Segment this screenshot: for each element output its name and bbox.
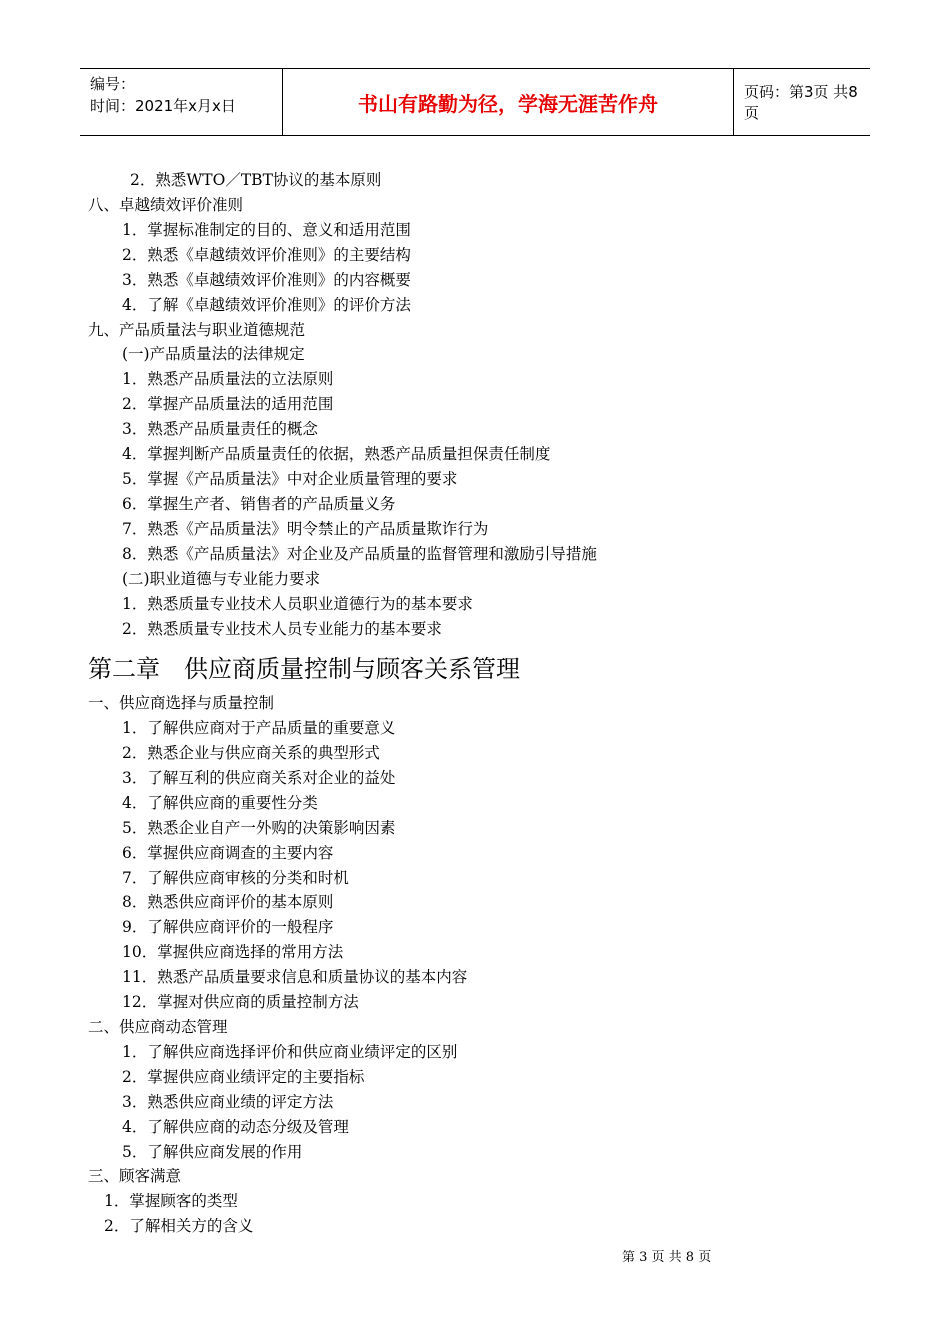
list-item: 7．熟悉《产品质量法》明令禁止的产品质量欺诈行为 xyxy=(122,520,489,538)
page-footer: 第 3 页 共 8 页 xyxy=(622,1250,712,1265)
section-heading: 二、供应商动态管理 xyxy=(88,1018,228,1036)
list-item: 3．熟悉供应商业绩的评定方法 xyxy=(122,1093,334,1111)
list-item: 4．了解供应商的重要性分类 xyxy=(122,794,318,812)
list-item: 10．掌握供应商选择的常用方法 xyxy=(122,943,344,961)
list-item: 4．了解《卓越绩效评价准则》的评价方法 xyxy=(122,296,411,314)
list-item: 3．熟悉《卓越绩效评价准则》的内容概要 xyxy=(122,271,411,289)
list-item: 1．熟悉产品质量法的立法原则 xyxy=(122,370,334,388)
list-item: 2．了解相关方的含义 xyxy=(104,1217,254,1235)
list-item: 2．熟悉企业与供应商关系的典型形式 xyxy=(122,744,380,762)
list-item: 1．掌握标准制定的目的、意义和适用范围 xyxy=(122,221,411,239)
list-item: 3．了解互利的供应商关系对企业的益处 xyxy=(122,769,396,787)
list-item: 1．了解供应商对于产品质量的重要意义 xyxy=(122,719,396,737)
list-item: 6．掌握供应商调查的主要内容 xyxy=(122,844,334,862)
subsection-heading: (二)职业道德与专业能力要求 xyxy=(122,570,321,588)
list-item: 12．掌握对供应商的质量控制方法 xyxy=(122,993,359,1011)
list-item: 1．掌握顾客的类型 xyxy=(104,1192,238,1210)
subsection-heading: (一)产品质量法的法律规定 xyxy=(122,345,305,363)
chapter-title: 第二章 供应商质量控制与顾客关系管理 xyxy=(88,655,520,683)
list-item: 11．熟悉产品质量要求信息和质量协议的基本内容 xyxy=(122,968,468,986)
list-item: 3．熟悉产品质量责任的概念 xyxy=(122,420,318,438)
list-item: 6．掌握生产者、销售者的产品质量义务 xyxy=(122,495,396,513)
list-item: 5．了解供应商发展的作用 xyxy=(122,1143,303,1161)
document-date: 时间：2021年x月x日 xyxy=(90,97,236,115)
header-motto: 书山有路勤为径，学海无涯苦作舟 xyxy=(282,69,734,135)
list-item: 4．了解供应商的动态分级及管理 xyxy=(122,1118,349,1136)
list-item: 2．掌握供应商业绩评定的主要指标 xyxy=(122,1068,365,1086)
list-item: 8．熟悉供应商评价的基本原则 xyxy=(122,893,334,911)
list-item: 2．熟悉质量专业技术人员专业能力的基本要求 xyxy=(122,620,442,638)
document-number: 编号： xyxy=(90,75,136,93)
list-item: 4．掌握判断产品质量责任的依据，熟悉产品质量担保责任制度 xyxy=(122,445,551,463)
header-page-number: 页码：第3页 共8页 xyxy=(744,83,858,122)
section-heading: 八、卓越绩效评价准则 xyxy=(88,196,244,214)
list-item: 5．熟悉企业自产一外购的决策影响因素 xyxy=(122,819,396,837)
list-item: 2．熟悉《卓越绩效评价准则》的主要结构 xyxy=(122,246,411,264)
list-item: 8．熟悉《产品质量法》对企业及产品质量的监督管理和激励引导措施 xyxy=(122,545,597,563)
header-meta xyxy=(80,69,282,135)
list-item: 2．掌握产品质量法的适用范围 xyxy=(122,395,334,413)
list-item: 1．熟悉质量专业技术人员职业道德行为的基本要求 xyxy=(122,595,473,613)
section-heading: 三、顾客满意 xyxy=(88,1167,182,1185)
list-item: 5．掌握《产品质量法》中对企业质量管理的要求 xyxy=(122,470,458,488)
list-item: 9．了解供应商评价的一般程序 xyxy=(122,918,334,936)
page-header xyxy=(80,68,870,136)
section-heading: 九、产品质量法与职业道德规范 xyxy=(88,321,306,339)
list-item: 7．了解供应商审核的分类和时机 xyxy=(122,869,349,887)
section-heading: 一、供应商选择与质量控制 xyxy=(88,694,275,712)
list-item: 1．了解供应商选择评价和供应商业绩评定的区别 xyxy=(122,1043,458,1061)
list-item: 2．熟悉WTO／TBT协议的基本原则 xyxy=(130,171,382,189)
